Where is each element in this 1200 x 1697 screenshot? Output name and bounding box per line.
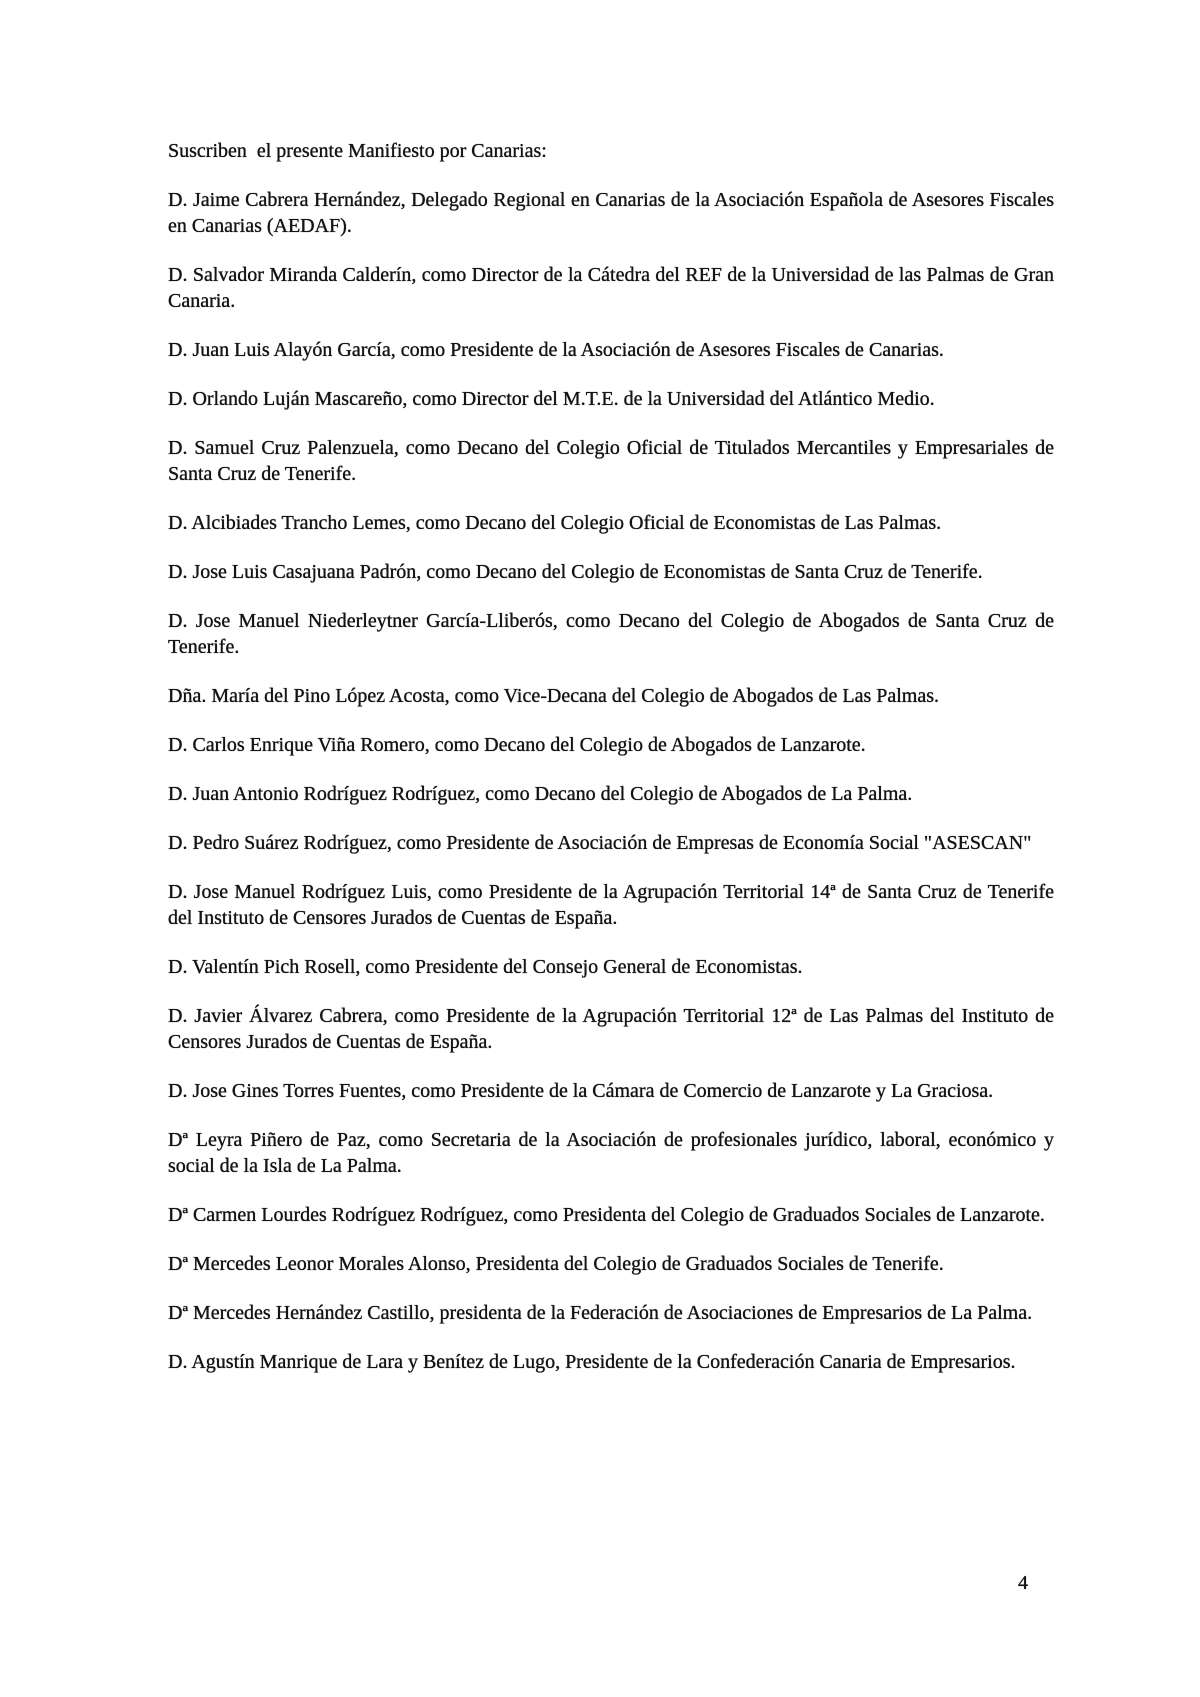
signatory-paragraph: Dª Leyra Piñero de Paz, como Secretaria de la Asociación de profesionales jurídico, laboral, económico y social de la Isla de La Palma.: [168, 1129, 1054, 1177]
document-body: [168, 138, 1054, 1398]
signatory-paragraph: D. Jaime Cabrera Hernández, Delegado Regional en Canarias de la Asociación Española de Asesores Fiscales en Canarias (AEDAF).: [168, 189, 1054, 237]
signatory-paragraph: Dª Mercedes Leonor Morales Alonso, Presidenta del Colegio de Graduados Sociales de Tenerife.: [168, 1253, 944, 1275]
document-heading: Suscriben el presente Manifiesto por Canarias:: [168, 140, 547, 162]
signatory-paragraph: D. Juan Antonio Rodríguez Rodríguez, como Decano del Colegio de Abogados de La Palma.: [168, 783, 913, 805]
signatory-paragraph: D. Jose Manuel Rodríguez Luis, como Presidente de la Agrupación Territorial 14ª de Santa Cruz de Tenerife del Instituto de Censores Jurados de Cuentas de España.: [168, 881, 1054, 929]
signatory-paragraph: Dña. María del Pino López Acosta, como Vice-Decana del Colegio de Abogados de Las Palmas.: [168, 685, 939, 707]
signatory-paragraph: D. Alcibiades Trancho Lemes, como Decano del Colegio Oficial de Economistas de Las Palmas.: [168, 512, 942, 534]
signatory-paragraph: D. Juan Luis Alayón García, como Presidente de la Asociación de Asesores Fiscales de Canarias.: [168, 339, 944, 361]
signatory-paragraph: D. Jose Luis Casajuana Padrón, como Decano del Colegio de Economistas de Santa Cruz de Tenerife.: [168, 561, 983, 583]
signatory-paragraph: D. Valentín Pich Rosell, como Presidente del Consejo General de Economistas.: [168, 956, 803, 978]
signatory-paragraph: D. Jose Manuel Niederleytner García-Lliberós, como Decano del Colegio de Abogados de Santa Cruz de Tenerife.: [168, 610, 1054, 658]
signatory-paragraph: D. Samuel Cruz Palenzuela, como Decano del Colegio Oficial de Titulados Mercantiles y Empresariales de Santa Cruz de Tenerife.: [168, 437, 1054, 485]
signatory-paragraph: Dª Carmen Lourdes Rodríguez Rodríguez, como Presidenta del Colegio de Graduados Sociales de Lanzarote.: [168, 1204, 1045, 1226]
signatory-paragraph: D. Agustín Manrique de Lara y Benítez de Lugo, Presidente de la Confederación Canaria de Empresarios.: [168, 1351, 1016, 1373]
signatory-paragraph: D. Jose Gines Torres Fuentes, como Presidente de la Cámara de Comercio de Lanzarote y La Graciosa.: [168, 1080, 994, 1102]
signatory-paragraph: D. Carlos Enrique Viña Romero, como Decano del Colegio de Abogados de Lanzarote.: [168, 734, 866, 756]
signatory-paragraph: D. Pedro Suárez Rodríguez, como Presidente de Asociación de Empresas de Economía Social "ASESCAN": [168, 832, 1032, 854]
signatory-paragraph: D. Javier Álvarez Cabrera, como Presidente de la Agrupación Territorial 12ª de Las Palmas del Instituto de Censores Jurados de Cuentas de España.: [168, 1005, 1054, 1053]
signatory-paragraph: D. Orlando Luján Mascareño, como Director del M.T.E. de la Universidad del Atlántico Medio.: [168, 388, 935, 410]
page-number: 4: [1018, 1572, 1028, 1594]
signatory-paragraph: Dª Mercedes Hernández Castillo, presidenta de la Federación de Asociaciones de Empresarios de La Palma.: [168, 1302, 1033, 1324]
signatory-paragraph: D. Salvador Miranda Calderín, como Director de la Cátedra del REF de la Universidad de las Palmas de Gran Canaria.: [168, 264, 1054, 312]
